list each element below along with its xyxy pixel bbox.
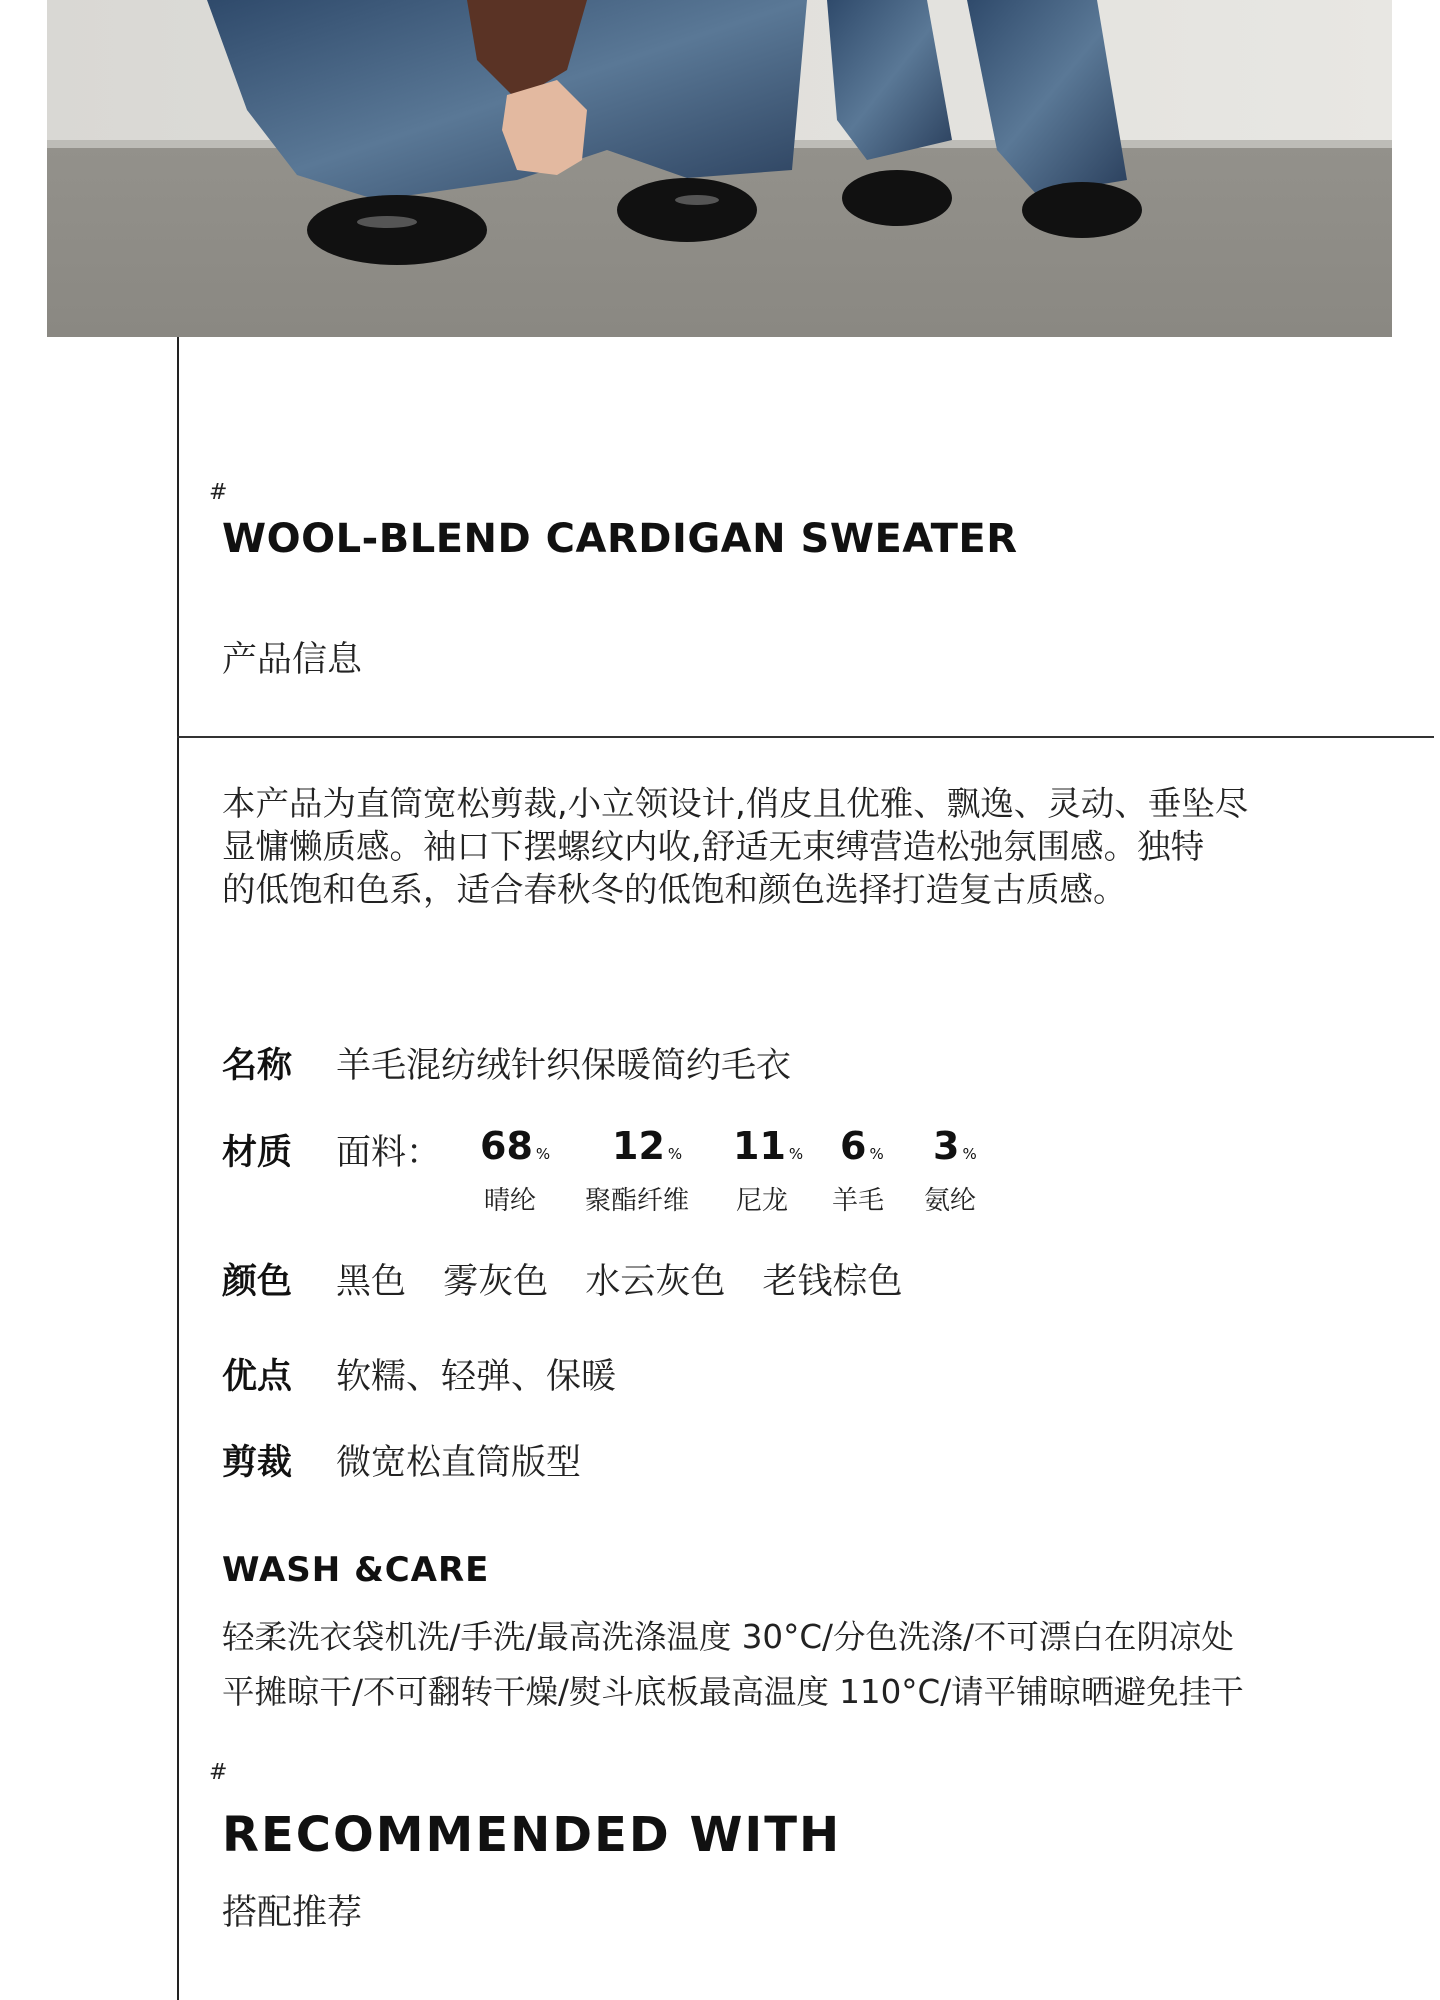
color-option: 水云灰色 bbox=[585, 1262, 726, 1302]
hash-mark: # bbox=[209, 480, 228, 505]
spec-cut-label: 剪裁 bbox=[222, 1443, 293, 1483]
spec-material-label: 材质 bbox=[222, 1133, 293, 1173]
recommended-title: RECOMMENDED WITH bbox=[222, 1807, 842, 1863]
spec-name-label: 名称 bbox=[222, 1046, 293, 1086]
spec-merit-value: 软糯、轻弹、保暖 bbox=[336, 1357, 617, 1397]
color-option: 雾灰色 bbox=[443, 1262, 549, 1302]
product-title: WOOL-BLEND CARDIGAN SWEATER bbox=[222, 516, 1018, 562]
material-name: 聚酯纤维 bbox=[585, 1186, 690, 1216]
description-line: 显慵懒质感。袖口下摆螺纹内收,舒适无束缚营造松弛氛围感。独特 bbox=[222, 827, 1205, 866]
material-name: 晴纶 bbox=[484, 1186, 537, 1216]
care-line: 平摊晾干/不可翻转干燥/熨斗底板最高温度 110°C/请平铺晾晒避免挂干 bbox=[222, 1673, 1244, 1711]
spec-color-values bbox=[336, 1254, 928, 1304]
material-percent: 11 % bbox=[733, 1124, 804, 1168]
color-option: 老钱棕色 bbox=[762, 1262, 903, 1302]
recommended-subtitle: 搭配推荐 bbox=[222, 1893, 363, 1933]
description-line: 的低饱和色系，适合春秋冬的低饱和颜色选择打造复古质感。 bbox=[222, 870, 1127, 909]
spec-material-prefix: 面料： bbox=[336, 1133, 442, 1173]
hero-photo bbox=[47, 0, 1392, 337]
color-option: 黑色 bbox=[336, 1262, 407, 1302]
spec-cut-row bbox=[222, 1435, 581, 1485]
material-percent: 12 % bbox=[612, 1124, 683, 1168]
material-name: 羊毛 bbox=[832, 1186, 885, 1216]
spec-name-row bbox=[222, 1038, 791, 1088]
spec-merit-row bbox=[222, 1349, 616, 1399]
care-line: 轻柔洗衣袋机洗/手洗/最高洗涤温度 30°C/分色洗涤/不可漂白在阴凉处 bbox=[222, 1618, 1234, 1656]
product-description bbox=[222, 782, 1392, 911]
material-percent: 3 % bbox=[933, 1124, 977, 1168]
material-percent: 68 % bbox=[480, 1124, 551, 1168]
vertical-divider bbox=[177, 337, 179, 2000]
wash-care-title: WASH &CARE bbox=[222, 1550, 490, 1590]
spec-name-value: 羊毛混纺绒针织保暖简约毛衣 bbox=[336, 1046, 792, 1086]
spec-merit-label: 优点 bbox=[222, 1357, 293, 1397]
spec-color-row bbox=[222, 1254, 928, 1304]
hash-mark: # bbox=[209, 1760, 228, 1785]
material-name: 氨纶 bbox=[924, 1186, 977, 1216]
material-percent: 6 % bbox=[840, 1124, 884, 1168]
horizontal-divider bbox=[177, 736, 1434, 738]
spec-cut-value: 微宽松直筒版型 bbox=[336, 1443, 582, 1483]
description-line: 本产品为直筒宽松剪裁,小立领设计,俏皮且优雅、飘逸、灵动、垂坠尽 bbox=[222, 784, 1249, 823]
spec-material-row bbox=[222, 1125, 441, 1175]
material-name: 尼龙 bbox=[736, 1186, 789, 1216]
product-info-subtitle: 产品信息 bbox=[222, 640, 363, 680]
spec-color-label: 颜色 bbox=[222, 1262, 293, 1302]
